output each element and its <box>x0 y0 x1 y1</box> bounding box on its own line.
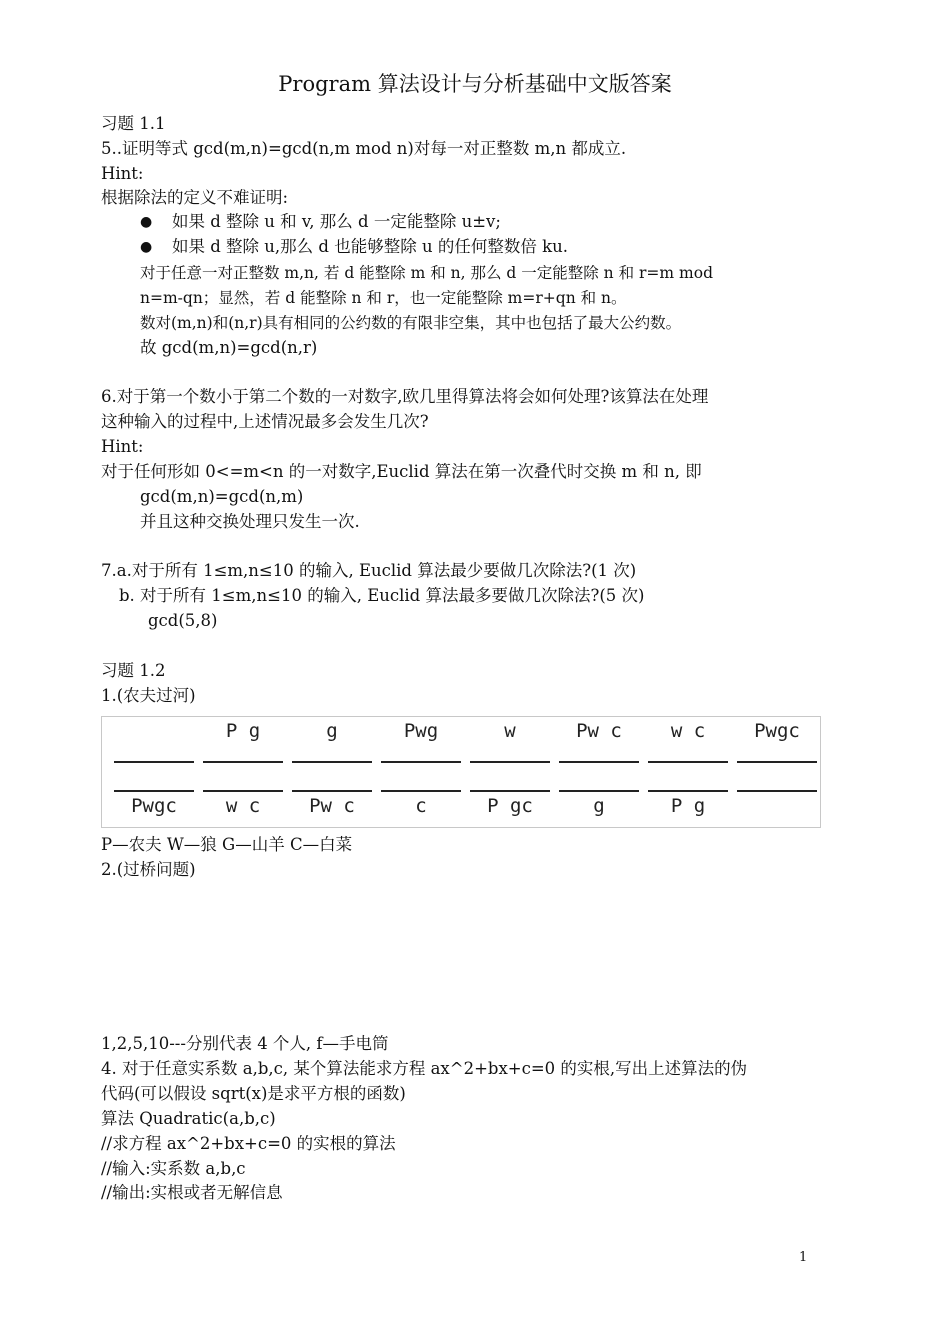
proof-paragraph-line-1: 对于任意一对正整数 m,n, 若 d 能整除 m 和 n, 那么 d 一定能整除 n 和 r=m mod <box>140 264 713 282</box>
river-bottom-cell-3: Pw c <box>292 790 372 808</box>
answer-6-line-1: 对于任何形如 0<=m<n 的一对数字,Euclid 算法在第一次叠代时交换 m 和 n, 即 <box>101 462 702 481</box>
river-top-cell-2: P g <box>203 745 283 763</box>
answer-7-example: gcd(5,8) <box>148 611 218 630</box>
river-top-cell-4: Pwg <box>381 745 461 763</box>
proof-paragraph-line-3: 数对(m,n)和(n,r)具有相同的公约数的有限非空集，其中也包括了最大公约数。 <box>140 314 682 332</box>
river-top-cell-6: Pw c <box>559 745 639 763</box>
answer-6-line-3: 并且这种交换处理只发生一次. <box>140 512 360 531</box>
section-heading-1-1: 习题 1.1 <box>101 114 166 133</box>
hint-intro: 根据除法的定义不难证明: <box>101 188 289 207</box>
river-top-cell-8: Pwgc <box>737 745 817 763</box>
question-7b: b. 对于所有 1≤m,n≤10 的输入, Euclid 算法最多要做几次除法?(5 次) <box>119 586 645 605</box>
answer-6-line-2: gcd(m,n)=gcd(n,m) <box>140 487 304 506</box>
algorithm-name: 算法 Quadratic(a,b,c) <box>101 1109 276 1128</box>
river-bottom-cell-8 <box>737 790 817 808</box>
question-2-bridge: 2.(过桥问题) <box>101 860 196 879</box>
question-4-line-1: 4. 对于任意实系数 a,b,c, 某个算法能求方程 ax^2+bx+c=0 的实根,写出上述算法的伪 <box>101 1059 748 1078</box>
river-crossing-diagram <box>101 716 821 828</box>
algorithm-comment-2: //输入:实系数 a,b,c <box>101 1159 246 1178</box>
river-bottom-cell-5: P gc <box>470 790 550 808</box>
page-title: Program 算法设计与分析基础中文版答案 <box>278 72 672 96</box>
question-4-line-2: 代码(可以假设 sqrt(x)是求平方根的函数) <box>101 1084 406 1103</box>
river-top-cell-1 <box>114 745 194 763</box>
river-bottom-cell-4: c <box>381 790 461 808</box>
algorithm-comment-3: //输出:实根或者无解信息 <box>101 1183 283 1202</box>
river-bottom-cell-1: Pwgc <box>114 790 194 808</box>
question-6-line-2: 这种输入的过程中,上述情况最多会发生几次? <box>101 412 429 431</box>
river-top-cell-7: w c <box>648 745 728 763</box>
algorithm-comment-1: //求方程 ax^2+bx+c=0 的实根的算法 <box>101 1134 396 1153</box>
section-heading-1-2: 习题 1.2 <box>101 661 166 680</box>
question-5: 5..证明等式 gcd(m,n)=gcd(n,m mod n)对每一对正整数 m,n 都成立. <box>101 139 627 158</box>
bullet-dot-icon: ● <box>140 239 153 255</box>
bullet-item-2: 如果 d 整除 u,那么 d 也能够整除 u 的任何整数倍 ku. <box>172 237 568 256</box>
question-6-line-1: 6.对于第一个数小于第二个数的一对数字,欧几里得算法将会如何处理?该算法在处理 <box>101 387 709 406</box>
river-bottom-cell-7: P g <box>648 790 728 808</box>
river-bottom-cell-2: w c <box>203 790 283 808</box>
river-top-cell-5: w <box>470 745 550 763</box>
question-1-river: 1.(农夫过河) <box>101 686 196 705</box>
river-legend: P—农夫 W—狼 G—山羊 C—白菜 <box>101 835 353 854</box>
proof-paragraph-line-2: n=m-qn；显然，若 d 能整除 n 和 r，也一定能整除 m=r+qn 和 n。 <box>140 289 627 307</box>
proof-conclusion: 故 gcd(m,n)=gcd(n,r) <box>140 338 318 357</box>
bullet-dot-icon: ● <box>140 214 153 230</box>
question-7a: 7.a.对于所有 1≤m,n≤10 的输入, Euclid 算法最少要做几次除法?(1 次) <box>101 561 637 580</box>
hint-label: Hint: <box>101 164 144 183</box>
river-bottom-cell-6: g <box>559 790 639 808</box>
hint-label-2: Hint: <box>101 437 144 456</box>
river-top-cell-3: g <box>292 745 372 763</box>
bullet-item-1: 如果 d 整除 u 和 v, 那么 d 一定能整除 u±v; <box>172 212 501 231</box>
page-number: 1 <box>799 1250 808 1265</box>
bridge-note: 1,2,5,10---分别代表 4 个人, f—手电筒 <box>101 1034 389 1053</box>
